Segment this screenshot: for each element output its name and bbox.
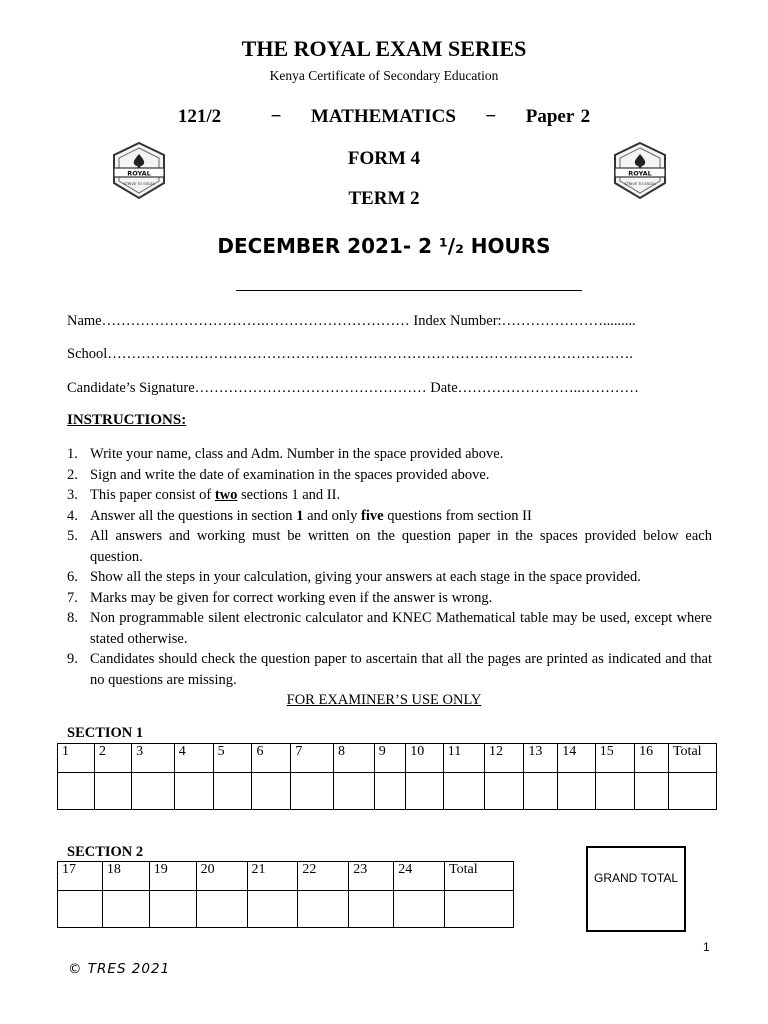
score-cell[interactable] (174, 773, 213, 810)
score-column-header: 7 (291, 744, 334, 773)
instruction-item: 4. Answer all the questions in section 1 and only five questions from section II (67, 507, 532, 524)
score-cell[interactable] (291, 773, 334, 810)
grand-total-label: GRAND TOTAL (593, 871, 679, 885)
score-column-header: 6 (252, 744, 291, 773)
score-column-header: 11 (443, 744, 484, 773)
score-column-header: Total (668, 744, 716, 773)
score-cell[interactable] (349, 891, 394, 928)
instructions-heading: INSTRUCTIONS: (67, 412, 187, 428)
score-cell[interactable] (102, 891, 149, 928)
score-column-header: 13 (524, 744, 558, 773)
score-entry-row (58, 773, 717, 810)
instruction-item: 5. All answers and working must be written on the question paper in the spaces provided below each question. (67, 528, 712, 565)
score-column-header: 8 (333, 744, 374, 773)
instruction-item: 1. Write your name, class and Adm. Number in the space provided above. (67, 446, 504, 462)
signature-date-field[interactable]: Candidate’s Signature………………………………………… Date……………………..………… (67, 380, 639, 396)
emphasis: 1 (296, 507, 304, 524)
examiner-use-heading: FOR EXAMINER’S USE ONLY (286, 692, 482, 708)
score-column-header: 4 (174, 744, 213, 773)
instruction-item: 3. This paper consist of two sections 1 and II. (67, 487, 341, 503)
copyright: © TRES 2021 (68, 961, 171, 977)
score-column-header: 14 (558, 744, 596, 773)
header-rule (236, 290, 582, 291)
exam-subtitle: Kenya Certificate of Secondary Education (269, 68, 499, 83)
paper-number: Paper 2 (525, 106, 591, 127)
score-cell[interactable] (524, 773, 558, 810)
score-entry-row (58, 891, 514, 928)
score-cell[interactable] (58, 891, 103, 928)
score-column-header: 1 (58, 744, 95, 773)
score-cell[interactable] (252, 773, 291, 810)
paper-code: 121/2 (177, 106, 222, 127)
score-cell[interactable] (394, 891, 445, 928)
score-column-header: 18 (102, 862, 149, 891)
dash: − (485, 106, 497, 127)
score-cell[interactable] (558, 773, 596, 810)
score-cell[interactable] (247, 891, 298, 928)
section2-score-table (57, 861, 514, 928)
royal-logo-left (108, 140, 170, 202)
dash: − (270, 106, 282, 127)
exam-date-duration (0, 234, 768, 258)
score-cell[interactable] (213, 773, 252, 810)
score-column-header: 19 (149, 862, 196, 891)
score-cell[interactable] (149, 891, 196, 928)
emphasis: five (361, 507, 384, 524)
date-text: DECEMBER 2021- 2 (217, 234, 439, 258)
date-fraction: ¹/₂ (439, 234, 464, 258)
score-column-header: 20 (196, 862, 247, 891)
school-field[interactable]: School………………………………………………………………………………………………. (67, 346, 633, 362)
instructions-list (67, 444, 712, 690)
series-title: THE ROYAL EXAM SERIES (241, 36, 527, 61)
instruction-item: 2. Sign and write the date of examination in the spaces provided above. (67, 466, 490, 483)
score-column-header: 17 (58, 862, 103, 891)
score-cell[interactable] (333, 773, 374, 810)
score-header-row (58, 744, 717, 773)
instruction-item: 6. Show all the steps in your calculation, giving your answers at each stage in the space provided. (67, 569, 641, 585)
score-column-header: Total (445, 862, 514, 891)
score-cell[interactable] (196, 891, 247, 928)
score-column-header: 23 (349, 862, 394, 891)
score-cell[interactable] (484, 773, 523, 810)
score-cell[interactable] (443, 773, 484, 810)
section1-label: SECTION 1 (67, 725, 144, 741)
score-cell[interactable] (95, 773, 132, 810)
score-column-header: 10 (406, 744, 444, 773)
score-cell[interactable] (132, 773, 175, 810)
grand-total-box[interactable] (586, 846, 686, 932)
score-column-header: 24 (394, 862, 445, 891)
section1-score-table (57, 743, 717, 810)
term: TERM 2 (348, 188, 420, 209)
score-cell[interactable] (445, 891, 514, 928)
score-column-header: 22 (298, 862, 349, 891)
score-cell[interactable] (668, 773, 716, 810)
score-header-row (58, 862, 514, 891)
instruction-item: 8. Non programmable silent electronic calculator and KNEC Mathematical table may be used, except where stated otherwise. (67, 610, 712, 647)
score-cell[interactable] (298, 891, 349, 928)
logo-motto: STRIVE TO EXCEL (123, 182, 155, 186)
logo-text: ROYAL (127, 169, 151, 178)
score-column-header: 21 (247, 862, 298, 891)
score-cell[interactable] (635, 773, 669, 810)
royal-logo-right (609, 140, 671, 202)
score-cell[interactable] (406, 773, 444, 810)
score-column-header: 16 (635, 744, 669, 773)
instruction-item: 9. Candidates should check the question paper to ascertain that all the pages are printed as indicated and that no questions are missing. (67, 651, 712, 688)
logo-text: ROYAL (628, 169, 652, 178)
subject: MATHEMATICS (310, 106, 456, 127)
date-hours: HOURS (463, 234, 551, 258)
emphasis: two (214, 487, 238, 503)
score-column-header: 9 (374, 744, 405, 773)
score-cell[interactable] (58, 773, 95, 810)
score-column-header: 2 (95, 744, 132, 773)
section2-label: SECTION 2 (67, 844, 144, 860)
form-level: FORM 4 (347, 148, 421, 169)
score-column-header: 3 (132, 744, 175, 773)
score-cell[interactable] (374, 773, 405, 810)
instruction-item: 7. Marks may be given for correct working even if the answer is wrong. (67, 589, 493, 606)
paper-line (0, 106, 768, 128)
score-cell[interactable] (595, 773, 634, 810)
page-number: 1 (703, 940, 710, 954)
score-column-header: 5 (213, 744, 252, 773)
logo-motto: STRIVE TO EXCEL (624, 182, 656, 186)
name-index-field[interactable]: Name…………………………….………………………… Index Number:…………………......... (67, 313, 636, 329)
score-column-header: 15 (595, 744, 634, 773)
score-column-header: 12 (484, 744, 523, 773)
